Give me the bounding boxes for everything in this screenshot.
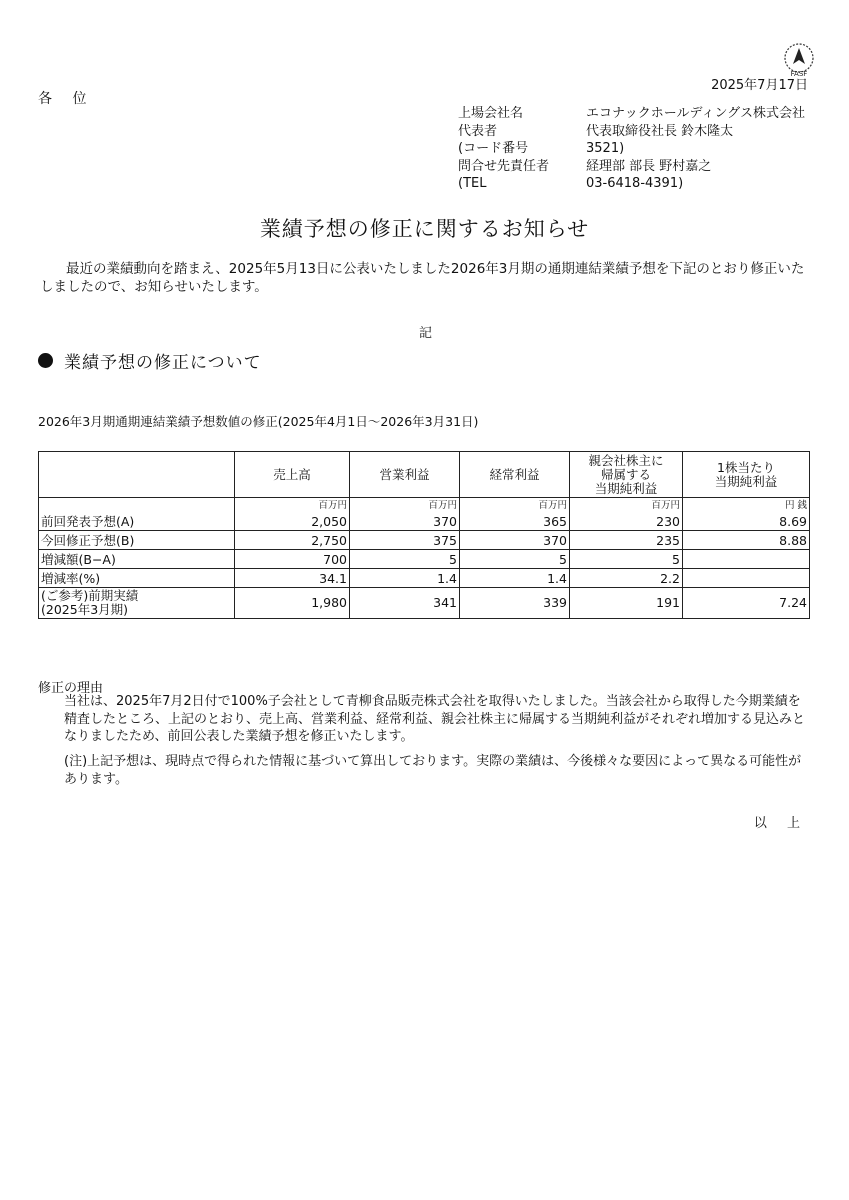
company-info-row (458, 158, 805, 176)
company-info (458, 105, 805, 193)
table-cell: 5 (570, 550, 683, 569)
page-title: 業績予想の修正に関するお知らせ (259, 217, 590, 241)
reason-heading: 修正の理由 (38, 681, 104, 696)
table-cell: 191 (570, 588, 683, 619)
table-cell: 1.4 (350, 569, 460, 588)
ki-marker: 記 (419, 326, 433, 341)
table-row (39, 512, 810, 531)
header-cell: 売上高 (235, 452, 350, 498)
header-cell: 1株当たり 当期純利益 (683, 452, 810, 498)
table-row (39, 588, 810, 619)
svg-text:FASF: FASF (790, 70, 808, 78)
table-row (39, 569, 810, 588)
intro-paragraph: 最近の業績動向を踏まえ、2025年5月13日に公表いたしました2026年3月期の通期連結業績予想を下記のとおり修正いたしましたので、お知らせいたします。 (40, 261, 805, 295)
table-cell: 2.2 (570, 569, 683, 588)
unit-cell: 円 銭 (683, 498, 810, 513)
table-cell (683, 550, 810, 569)
table-cell: 375 (350, 531, 460, 550)
info-value: 経理部 部長 野村嘉之 (586, 158, 712, 174)
table-cell: 8.69 (683, 512, 810, 531)
info-key: (TEL (458, 176, 487, 191)
section-title: 業績予想の修正について (64, 353, 262, 373)
info-value: 03-6418-4391) (586, 176, 684, 191)
section-heading (38, 348, 262, 373)
table-cell: 370 (460, 531, 570, 550)
table-cell: 700 (235, 550, 350, 569)
info-value: エコナックホールディングス株式会社 (586, 106, 806, 121)
header-cell: 親会社株主に 帰属する 当期純利益 (570, 452, 683, 498)
certification-logo (781, 42, 817, 78)
row-label: (ご参考)前期実績 (2025年3月期) (39, 588, 235, 619)
bullet-icon (38, 353, 53, 368)
info-key: 上場会社名 (458, 106, 524, 121)
company-info-row (458, 123, 805, 141)
closing-mark: 以 上 (753, 816, 808, 831)
row-label: 増減額(B−A) (39, 550, 235, 569)
addressee: 各 位 (38, 91, 95, 107)
unit-cell: 百万円 (460, 498, 570, 513)
company-info-row (458, 140, 805, 158)
row-label: 増減率(%) (39, 569, 235, 588)
info-key: 代表者 (458, 123, 498, 139)
company-info-row (458, 175, 805, 193)
table-cell: 5 (350, 550, 460, 569)
document-date: 2025年7月17日 (711, 78, 808, 93)
reason-body: 当社は、2025年7月2日付で100%子会社として青柳食品販売株式会社を取得いたしました。当該会社から取得した今期業績を精査したところ、上記のとおり、売上高、営業利益、経常利益、親会社株主に帰属する当期純利益がそれぞれ増加する見込みとなりましたため、前回公表した業績予想を修正いたします。 (64, 694, 806, 744)
row-label: 今回修正予想(B) (39, 531, 235, 550)
forecast-table (38, 451, 810, 619)
unit-cell: 百万円 (350, 498, 460, 513)
table-cell (683, 569, 810, 588)
table-caption: 2026年3月期通期連結業績予想数値の修正(2025年4月1日～2026年3月31日) (38, 414, 479, 429)
table-cell: 1,980 (235, 588, 350, 619)
info-value: 代表取締役社長 鈴木隆太 (586, 123, 734, 139)
table-cell: 7.24 (683, 588, 810, 619)
table-cell: 5 (460, 550, 570, 569)
info-key: (コード番号 (458, 141, 529, 156)
table-cell: 1.4 (460, 569, 570, 588)
table-row (39, 531, 810, 550)
header-cell (39, 452, 235, 498)
reason-note: (注)上記予想は、現時点で得られた情報に基づいて算出しております。実際の業績は、今後様々な要因によって異なる可能性があります。 (64, 754, 802, 787)
info-value: 3521) (586, 141, 625, 156)
table-header-row (39, 452, 810, 498)
header-cell: 営業利益 (350, 452, 460, 498)
table-cell: 341 (350, 588, 460, 619)
row-label: 前回発表予想(A) (39, 512, 235, 531)
table-cell: 8.88 (683, 531, 810, 550)
table-cell: 2,050 (235, 512, 350, 531)
table-row (39, 550, 810, 569)
table-cell: 2,750 (235, 531, 350, 550)
table-cell: 235 (570, 531, 683, 550)
table-cell: 370 (350, 512, 460, 531)
unit-cell: 百万円 (570, 498, 683, 513)
company-info-row (458, 105, 805, 123)
unit-cell: 百万円 (235, 498, 350, 513)
header-cell: 経常利益 (460, 452, 570, 498)
table-cell: 339 (460, 588, 570, 619)
table-cell: 230 (570, 512, 683, 531)
table-cell: 365 (460, 512, 570, 531)
table-cell: 34.1 (235, 569, 350, 588)
unit-row (39, 498, 810, 513)
unit-cell (39, 498, 235, 513)
info-key: 問合せ先責任者 (458, 158, 550, 174)
